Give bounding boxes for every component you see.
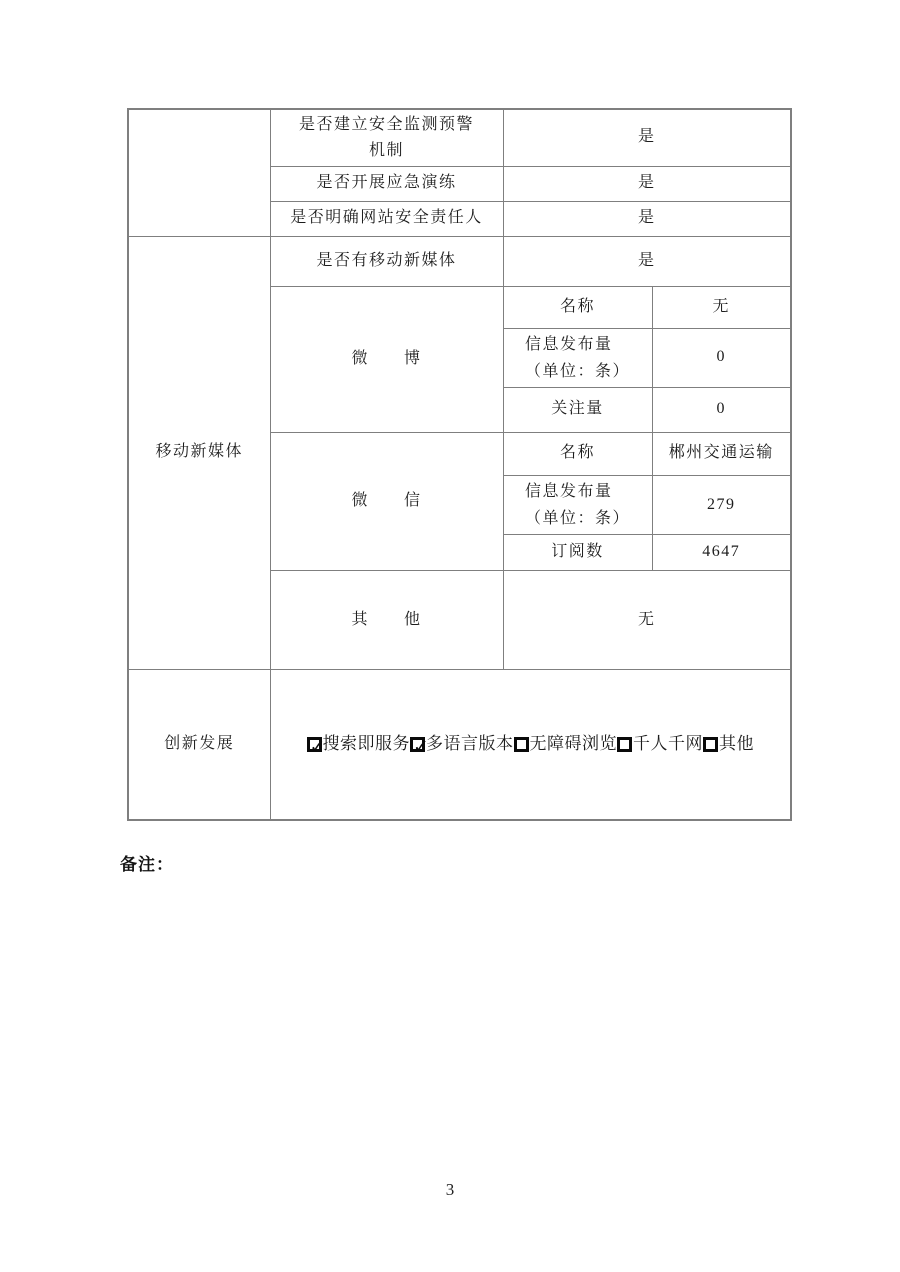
notes-label: 备注： [120,855,174,874]
checkbox-icon [514,737,529,752]
section-cell-mobile-media: 移动新媒体 [128,236,270,670]
page-number: 3 [445,1180,455,1199]
label-weibo-posts [503,328,652,387]
checkbox-icon [410,737,425,752]
value-weibo-followers: 0 [652,387,791,432]
label-other-media: 其 他 [270,571,503,670]
label-emergency-drill: 是否开展应急演练 [270,166,503,201]
option-accessibility [514,731,618,757]
value-wechat-name: 郴州交通运输 [652,432,791,475]
option-multilingual [410,731,514,757]
label-security-monitor-line1: 是否建立安全监测预警 [298,116,474,134]
value-emergency-drill: 是 [503,166,791,201]
label-wechat-posts [503,475,652,534]
value-wechat-subscribers: 4647 [652,535,791,571]
label-security-monitor [270,109,503,166]
label-wechat-name: 名称 [503,432,652,475]
option-label: 多语言版本 [426,734,514,754]
innovation-options-cell [270,670,791,820]
report-table [127,108,792,821]
section-cell-continuation [128,109,270,236]
value-other-media: 无 [503,571,791,670]
checkbox-icon [617,737,632,752]
checkbox-icon [703,737,718,752]
checkbox-icon [307,737,322,752]
label-weibo-followers: 关注量 [503,387,652,432]
value-security-monitor: 是 [503,109,791,166]
label-security-monitor-line2: 机制 [368,141,404,159]
value-security-responsible: 是 [503,201,791,236]
label-wechat-subscribers: 订阅数 [503,535,652,571]
value-wechat-posts: 279 [652,475,791,534]
option-label: 千人千网 [633,734,703,754]
label-wechat-posts-line2: （单位：条） [524,510,630,528]
label-wechat-posts-lines [525,478,630,532]
value-weibo-posts: 0 [652,328,791,387]
option-label: 无障碍浏览 [529,734,617,754]
label-has-mobile-media: 是否有移动新媒体 [270,236,503,286]
label-weibo-posts-lines [525,331,630,385]
section-cell-innovation: 创新发展 [128,670,270,820]
label-weibo: 微 博 [270,286,503,432]
option-thousand-sites [617,731,703,757]
label-wechat: 微 信 [270,432,503,570]
label-weibo-posts-line2: （单位：条） [524,362,630,380]
option-label: 其他 [719,734,754,754]
innovation-options [277,731,785,757]
value-has-mobile-media: 是 [503,236,791,286]
label-weibo-posts-line1: 信息发布量 [524,335,613,353]
option-other [703,731,754,757]
option-label: 搜索即服务 [322,734,410,754]
label-weibo-name: 名称 [503,286,652,328]
option-search-service [307,731,411,757]
value-weibo-name: 无 [652,286,791,328]
label-wechat-posts-line1: 信息发布量 [524,482,613,500]
label-security-responsible: 是否明确网站安全责任人 [270,201,503,236]
